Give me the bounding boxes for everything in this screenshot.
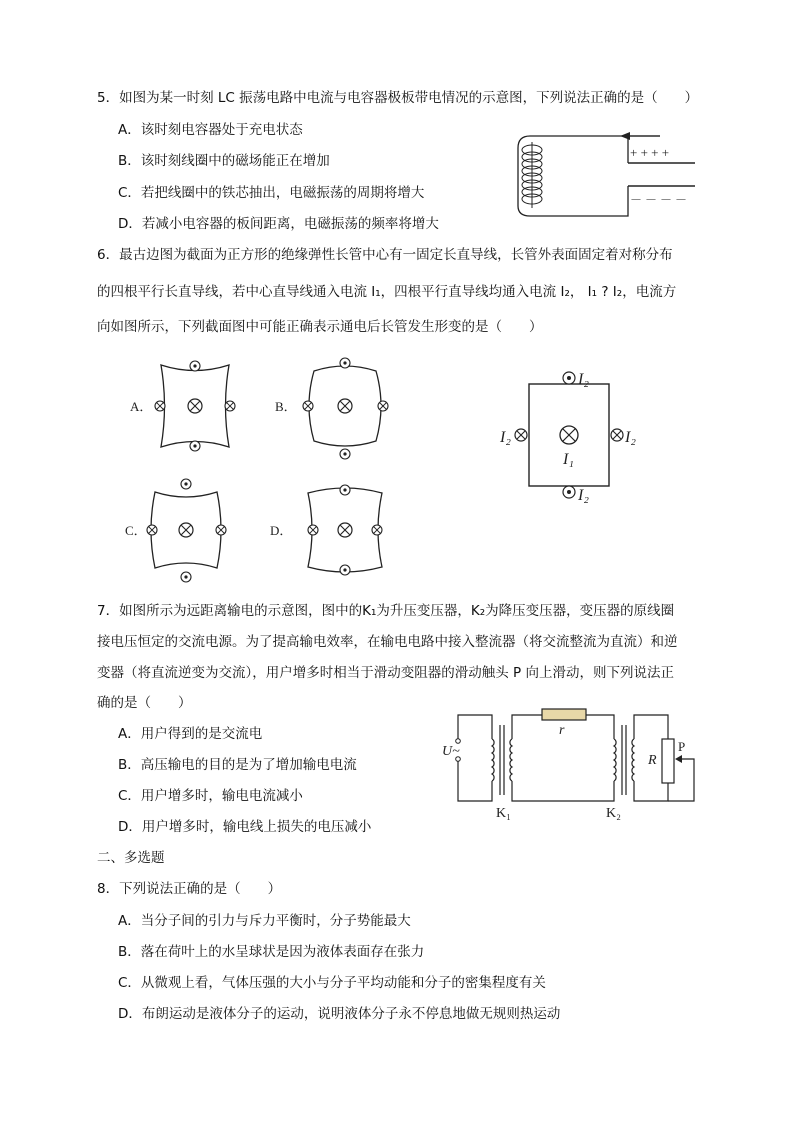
q8-stem: 8．下列说法正确的是（ ） xyxy=(97,881,282,897)
q7-stem-line-3: 变器（将直流逆变为交流），用户增多时相当于滑动变阻器的滑动触头 P 向上滑动，则下列说法正 xyxy=(97,665,674,681)
capacitor-minus-signs: － － － － xyxy=(630,193,688,207)
section-2-title: 二、多选题 xyxy=(97,850,165,866)
ref-label-center: I₁ xyxy=(563,451,574,468)
q6-options-figure xyxy=(120,352,410,587)
q7-stem-line-2: 接电压恒定的交流电源。为了提高输电效率，在输电电路中接入整流器（将交流整流为直流）和逆 xyxy=(97,634,678,650)
load-resistor-R xyxy=(662,739,674,783)
capacitor-plus-signs: + + + + xyxy=(630,145,670,160)
q8-option-c: C．从微观上看，气体压强的大小与分子平均动能和分子的密集程度有关 xyxy=(118,975,546,991)
k2-label: K₂ xyxy=(606,806,621,821)
q7-stem-line-1: 7．如图所示为远距离输电的示意图，图中的K₁为升压变压器，K₂为降压变压器，变压器的原线圈 xyxy=(97,603,675,619)
q7-stem-line-4: 确的是（ ） xyxy=(97,695,192,711)
ref-label-right: I₂ xyxy=(625,429,636,446)
option-d-label: D． xyxy=(270,523,293,538)
q6-stem-line-2: 的四根平行长直导线，若中心直导线通入电流 I₁，四根平行直导线均通入电流 I₂， I₁ ? I₂，电流方 xyxy=(97,284,677,300)
q7-option-c: C．用户增多时，输电电流减小 xyxy=(118,788,303,804)
load-resistor-label: R xyxy=(648,753,657,768)
q5-stem: 5．如图为某一时刻 LC 振荡电路中电流与电容器极板带电情况的示意图，下列说法正确的是（ ） xyxy=(97,90,699,106)
q8-option-a: A．当分子间的引力与斥力平衡时，分子势能最大 xyxy=(118,913,411,929)
k1-label: K₁ xyxy=(496,806,511,821)
option-c-label: C． xyxy=(125,523,147,538)
q5-option-a: A．该时刻电容器处于充电状态 xyxy=(118,122,303,138)
q6-reference-figure xyxy=(495,362,645,512)
option-b-label: B． xyxy=(275,399,297,414)
source-label: U~ xyxy=(442,744,460,759)
slider-arrow-icon xyxy=(675,755,682,763)
power-transmission-figure xyxy=(438,703,700,823)
option-a-label: A． xyxy=(130,399,153,414)
q7-option-b: B．高压输电的目的是为了增加输电电流 xyxy=(118,757,357,773)
q8-option-d: D．布朗运动是液体分子的运动，说明液体分子永不停息地做无规则热运动 xyxy=(118,1006,561,1022)
q5-option-d: D．若减小电容器的板间距离，电磁振荡的频率将增大 xyxy=(118,216,439,232)
q5-option-b: B．该时刻线圈中的磁场能正在增加 xyxy=(118,153,330,169)
ref-label-top: I₂ xyxy=(578,371,589,388)
ref-label-bottom: I₂ xyxy=(578,487,589,504)
q5-option-c: C．若把线圈中的铁芯抽出，电磁振荡的周期将增大 xyxy=(118,185,425,201)
ref-label-left: I₂ xyxy=(500,429,511,446)
line-resistor-r xyxy=(542,709,586,720)
q7-option-d: D．用户增多时，输电线上损失的电压减小 xyxy=(118,819,372,835)
slider-label: P xyxy=(678,739,686,754)
lc-circuit-figure xyxy=(510,128,700,223)
q8-option-b: B．落在荷叶上的水呈球状是因为液体表面存在张力 xyxy=(118,944,425,960)
q7-option-a: A．用户得到的是交流电 xyxy=(118,726,263,742)
q6-stem-line-3: 向如图所示，下列截面图中可能正确表示通电后长管发生形变的是（ ） xyxy=(97,319,543,335)
q6-stem-line-1: 6．最古边图为截面为正方形的绝缘弹性长管中心有一固定长直导线，长管外表面固定着对称分布 xyxy=(97,247,673,263)
line-resistor-label: r xyxy=(559,723,565,738)
